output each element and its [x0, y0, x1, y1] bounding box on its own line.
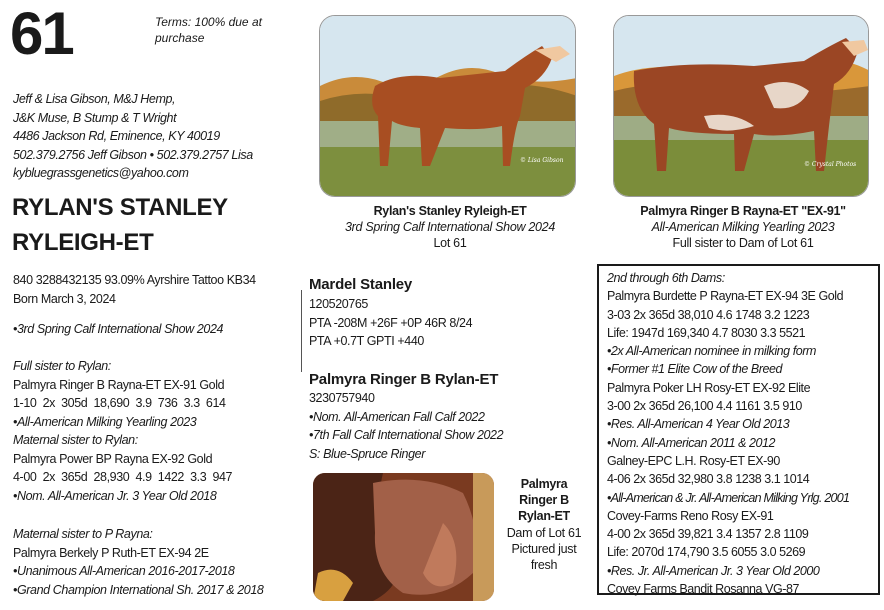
lifetime-record: Life: 1947d 169,340 4.7 8030 3.3 5521: [607, 325, 806, 340]
caption-name: Palmyra: [520, 477, 568, 491]
cow-image: [614, 16, 869, 197]
caption-line: fresh: [530, 558, 558, 572]
dam-name: Palmyra Burdette P Rayna-ET EX-94 3E Gold: [607, 289, 844, 304]
production-record: 1-10 2x 305d 18,690 3.9 736 3.3 614: [13, 396, 226, 410]
animal-id-line: 840 3288432135 93.09% Ayrshire Tattoo KB34: [13, 273, 256, 287]
caption-line: Pictured just: [511, 542, 577, 556]
sire-block: [309, 276, 472, 351]
sister-honor: •All-American Milking Yearling 2023: [13, 414, 197, 429]
production-record: 4-00 2x 365d 39,821 3.4 1357 2.8 1109: [607, 527, 809, 542]
sister-honor: •Unanimous All-American 2016-2017-2018: [13, 564, 235, 578]
consignor-line: J&K Muse, B Stump & T Wright: [13, 110, 177, 125]
photo-caption: [305, 203, 595, 251]
sister-name: Palmyra Berkely P Ruth-ET EX-94 2E: [13, 545, 209, 560]
lot-photo: [319, 15, 576, 197]
dam-honor: •Res. All-American 4 Year Old 2013: [607, 417, 790, 432]
svg-text:© Crystal Photos: © Crystal Photos: [804, 161, 857, 168]
sister-honor: •Nom. All-American Jr. 3 Year Old 2018: [13, 488, 217, 503]
calf-image: [320, 16, 576, 197]
dams-pedigree-box: [597, 264, 880, 595]
animal-name-line: RYLAN'S STANLEY: [12, 194, 228, 221]
dam-honor: •7th Fall Calf International Show 2022: [309, 428, 504, 442]
section-heading: Full sister to Rylan:: [13, 359, 111, 373]
sire-pta: PTA -208M +26F +0P 46R 8/24: [309, 315, 473, 330]
photo-caption: [598, 203, 884, 251]
caption-line: Full sister to Dam of Lot 61: [672, 236, 814, 250]
sire-name: Mardel Stanley: [309, 276, 413, 293]
lot-number: 61: [10, 0, 73, 67]
consignor-email[interactable]: kybluegrassgenetics@yahoo.com: [13, 166, 189, 180]
dam-honor: •Former #1 Elite Cow of the Breed: [607, 362, 783, 377]
caption-line: 3rd Spring Calf International Show 2024: [345, 220, 555, 234]
lifetime-record: Life: 2070d 174,790 3.5 6055 3.0 5269: [607, 545, 806, 560]
caption-name: Rylan's Stanley Ryleigh-ET: [373, 204, 527, 218]
consignor-info: [13, 90, 253, 183]
dam-udder-image: [313, 473, 494, 601]
dam-sire: S: Blue-Spruce Ringer: [309, 446, 425, 461]
caption-line: Lot 61: [433, 236, 467, 250]
full-sister-photo: [613, 15, 869, 197]
section-heading: Maternal sister to Rylan:: [13, 433, 138, 447]
terms-text: Terms: 100% due at purchase: [155, 15, 262, 45]
sister-name: Palmyra Power BP Rayna EX-92 Gold: [13, 451, 213, 466]
pedigree-bracket: [301, 290, 302, 372]
dam-photo: [313, 473, 494, 601]
sire-reg: 120520765: [309, 297, 368, 311]
dam-block: [309, 371, 503, 463]
caption-line: All-American Milking Yearling 2023: [651, 220, 835, 234]
production-record: 3-00 2x 365d 26,100 4.4 1161 3.5 910: [607, 399, 802, 414]
caption-name: Rylan-ET: [518, 509, 570, 523]
dam-honor: •Nom. All-American Fall Calf 2022: [309, 409, 485, 424]
sister-name: Palmyra Ringer B Rayna-ET EX-91 Gold: [13, 377, 225, 392]
full-sister-block: [13, 357, 232, 505]
animal-born: Born March 3, 2024: [13, 291, 116, 306]
consignor-phone: 502.379.2756 Jeff Gibson • 502.379.2757 Lisa: [13, 147, 253, 162]
consignor-address: 4486 Jackson Rd, Eminence, KY 40019: [13, 129, 220, 143]
dam-honor: •2x All-American nominee in milking form: [607, 344, 816, 359]
animal-name: [12, 190, 228, 260]
animal-honor: •3rd Spring Calf International Show 2024: [13, 322, 224, 336]
caption-line: Dam of Lot 61: [506, 526, 582, 540]
dam-name: Covey-Farms Reno Rosy EX-91: [607, 508, 774, 523]
production-record: 4-06 2x 365d 32,980 3.8 1238 3.1 1014: [607, 472, 810, 487]
dam-reg: 3230757940: [309, 391, 375, 405]
dam-name: Galney-EPC L.H. Rosy-ET EX-90: [607, 453, 780, 468]
svg-text:© Lisa Gibson: © Lisa Gibson: [520, 157, 564, 164]
dams-heading: 2nd through 6th Dams:: [607, 271, 725, 285]
maternal-sister-p-block: [13, 525, 263, 599]
dam-honor: •Nom. All-American 2011 & 2012: [607, 435, 776, 450]
dam-name: Covey Farms Bandit Rosanna VG-87: [607, 582, 799, 597]
dam-honor: •All-American & Jr. All-American Milking Yrlg. 2001: [607, 490, 850, 505]
consignor-line: Jeff & Lisa Gibson, M&J Hemp,: [13, 92, 176, 106]
dam-honor: •Res. Jr. All-American Jr. 3 Year Old 2000: [607, 563, 820, 578]
production-record: 4-00 2x 365d 28,930 4.9 1422 3.3 947: [13, 470, 233, 484]
caption-name: Palmyra Ringer B Rayna-ET "EX-91": [640, 204, 846, 218]
animal-name-line: RYLEIGH-ET: [12, 229, 154, 256]
sire-pta: PTA +0.7T GPTI +440: [309, 334, 424, 348]
production-record: 3-03 2x 365d 38,010 4.6 1748 3.2 1223: [607, 307, 810, 322]
dam-photo-caption: [498, 476, 590, 573]
dam-name: Palmyra Poker LH Rosy-ET EX-92 Elite: [607, 380, 811, 395]
sister-honor: •Grand Champion International Sh. 2017 & 2018: [13, 582, 264, 597]
caption-name: Ringer B: [519, 493, 569, 507]
dam-name: Palmyra Ringer B Rylan-ET: [309, 371, 499, 388]
animal-id-block: [13, 271, 256, 308]
section-heading: Maternal sister to P Rayna:: [13, 527, 153, 541]
